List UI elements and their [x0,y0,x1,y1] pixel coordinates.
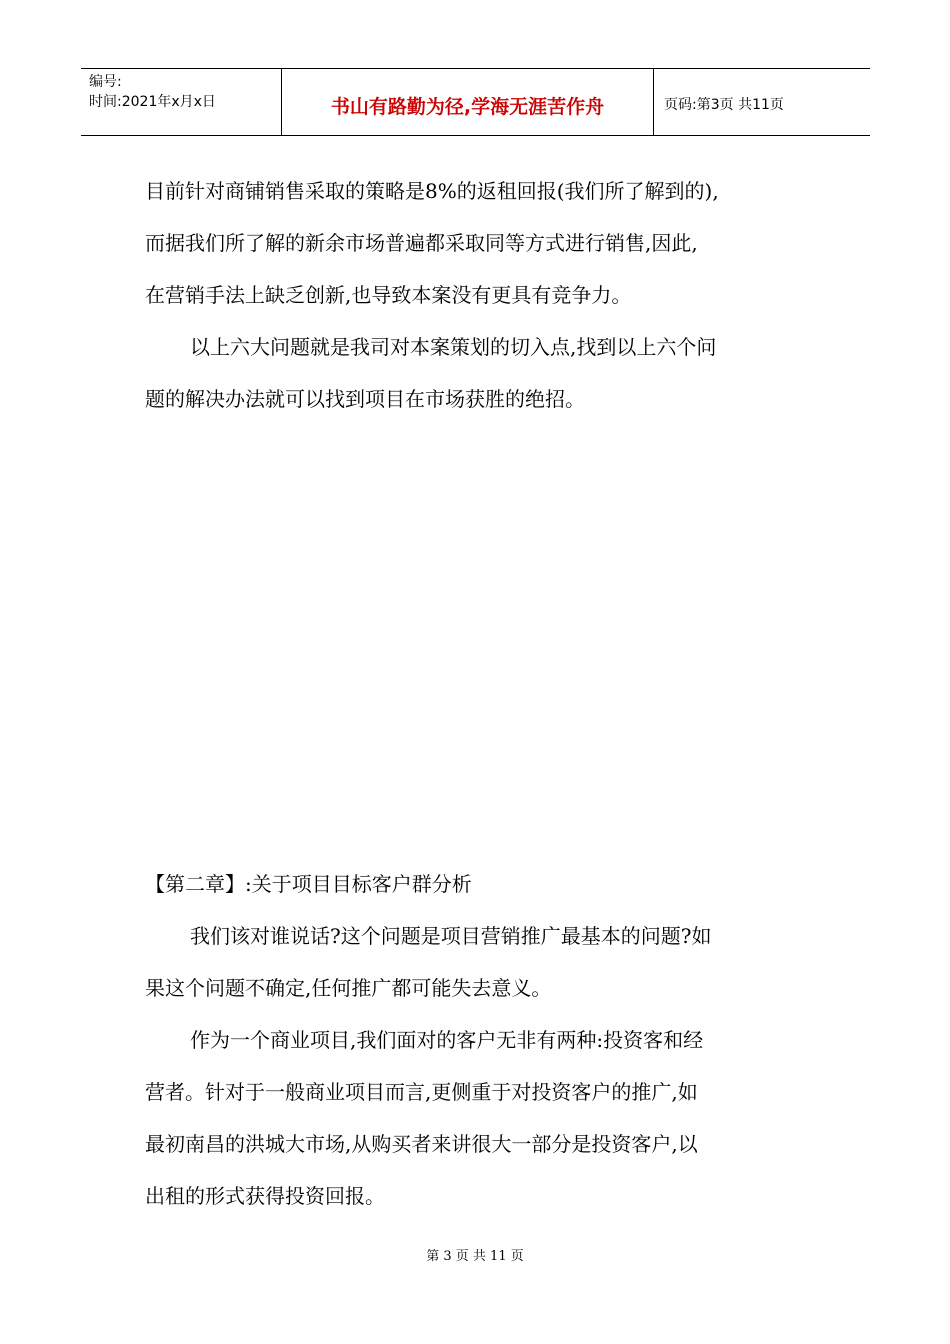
paragraph-line: 而据我们所了解的新余市场普遍都采取同等方式进行销售,因此, [145,231,698,255]
paragraph-line: 最初南昌的洪城大市场,从购买者来讲很大一部分是投资客户,以 [145,1132,698,1156]
paragraph-line: 营者。针对于一般商业项目而言,更侧重于对投资客户的推广,如 [145,1080,698,1104]
paragraph-line: 题的解决办法就可以找到项目在市场获胜的绝招。 [145,387,585,411]
paragraph-line: 以上六大问题就是我司对本案策划的切入点,找到以上六个问 [190,335,717,359]
header-meta-cell [81,69,282,135]
paragraph-line: 我们该对谁说话?这个问题是项目营销推广最基本的问题?如 [190,924,712,948]
page-footer: 第 3 页 共 11 页 [426,1249,524,1264]
header-motto: 书山有路勤为径,学海无涯苦作舟 [282,69,654,135]
paragraph-line: 出租的形式获得投资回报。 [145,1184,385,1208]
chapter-heading: 【第二章】:关于项目目标客户群分析 [145,872,472,896]
paragraph-line: 目前针对商铺销售采取的策略是8%的返租回报(我们所了解到的), [145,179,719,203]
section-one-body [145,165,825,425]
number-label: 编号: [89,74,122,90]
time-label: 时间:2021年x月x日 [89,94,216,110]
section-two-body [145,858,825,1222]
document-header [81,68,870,136]
paragraph-line: 果这个问题不确定,任何推广都可能失去意义。 [145,976,552,1000]
header-page-info: 页码:第3页 共11页 [664,97,784,113]
paragraph-line: 作为一个商业项目,我们面对的客户无非有两种:投资客和经 [190,1028,704,1052]
paragraph-line: 在营销手法上缺乏创新,也导致本案没有更具有竞争力。 [145,283,632,307]
